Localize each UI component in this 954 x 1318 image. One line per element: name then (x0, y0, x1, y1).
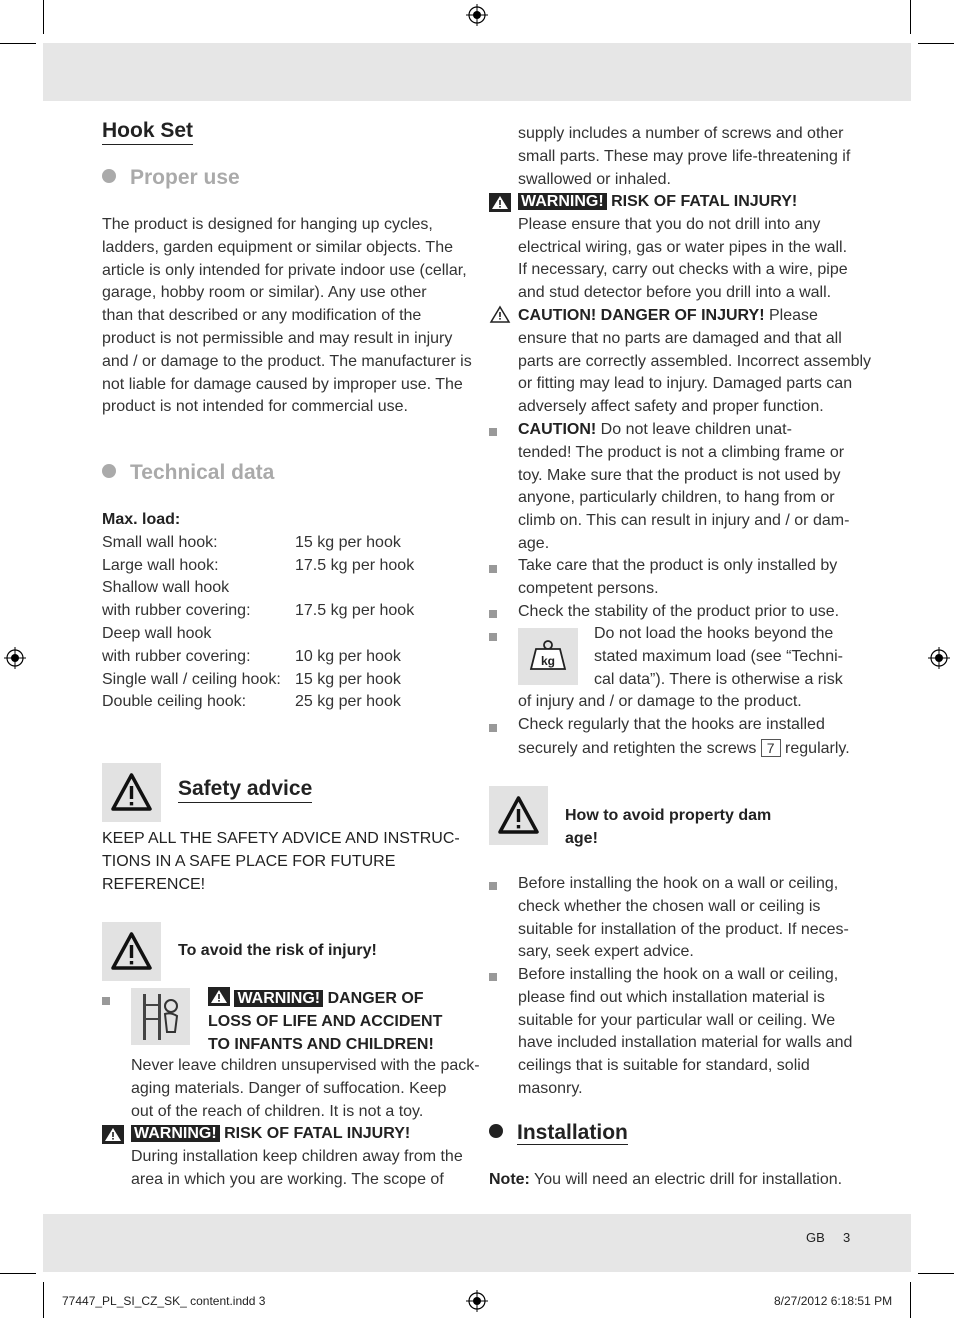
scope-continued-text: supply includes a number of screws and other small parts. These may prove life-threatening if swallowed or inhaled. (518, 125, 851, 188)
caution-triangle-icon (489, 305, 511, 324)
list-item-continued: of injury and / or damage to the product. (518, 693, 802, 710)
header-band (43, 43, 911, 101)
safety-advice-heading: Safety advice (178, 777, 312, 803)
bullet (102, 997, 110, 1005)
warning-fatal-injury: WARNING! RISK OF FATAL INJURY! During installation keep children away from the area in which you are working. The scope of (131, 1125, 463, 1188)
technical-data-heading: Technical data (102, 461, 274, 485)
file-info: 77447_PL_SI_CZ_SK_ content.indd 3 (62, 1294, 266, 1308)
bullet (489, 428, 497, 436)
crop-mark (910, 0, 911, 34)
registration-mark-icon (4, 647, 26, 669)
installation-heading: Installation (489, 1121, 628, 1145)
property-damage-heading: How to avoid property dam age! (565, 807, 772, 847)
table-row: Shallow wall hook (102, 579, 230, 597)
page-number: 3 (843, 1230, 851, 1245)
proper-use-text: The product is designed for hanging up cycles, ladders, garden equipment or similar objects. The article is only intended for private indoor use (cellar, garage, hobby room or similar). Any use other than that described or any modification of the product is not permissible and may result in injury and / or damage to the product. The manufacturer is not liable for damage caused by improper use. The product is not intended for commercial use. (102, 216, 472, 416)
warning-small-icon (102, 1125, 124, 1144)
list-item: Take care that the product is only installed by competent persons. (518, 557, 838, 597)
table-row: Small wall hook: 15 kg per hook (102, 533, 401, 551)
warning-small-icon (208, 987, 230, 1006)
warning-children-text: Never leave children unsupervised with the pack- aging materials. Danger of suffocation. Keep out of the reach of children. It is not a toy. (131, 1057, 480, 1120)
crop-mark (43, 0, 44, 34)
bullet (489, 973, 497, 981)
table-row: with rubber covering: 17.5 kg per hook (102, 602, 415, 620)
bullet (489, 724, 497, 732)
list-item: Before installing the hook on a wall or ceiling, please find out which installation material is suitable for your particular wall or ceiling. We have included installation material for walls and ceilings that is suitable for standard, solid masonry. (518, 966, 853, 1097)
weight-kg-icon (518, 628, 578, 685)
proper-use-heading: Proper use (102, 166, 240, 190)
part-number-box: 7 (761, 739, 781, 757)
warning-triangle-icon (102, 922, 161, 981)
crop-mark (918, 1273, 954, 1274)
table-row: Double ceiling hook: 25 kg per hook (102, 693, 401, 711)
table-row: Large wall hook: 17.5 kg per hook (102, 556, 415, 574)
warning-triangle-icon (489, 786, 548, 845)
technical-data-table (102, 509, 414, 714)
crop-mark (0, 43, 36, 44)
warning-drill: WARNING! RISK OF FATAL INJURY! Please ensure that you do not drill into any electrical wiring, gas or water pipes in the wall. If necessary, carry out checks with a wire, pipe and stud detector before you drill into a wall. (518, 193, 848, 302)
installation-note: Note: You will need an electric drill for installation. (489, 1171, 843, 1188)
caution-injury: CAUTION! DANGER OF INJURY! Please ensure that no parts are damaged and that all parts are correctly assembled. Incorrect assembly or fitting may lead to injury. Damaged parts can adversely affect safety and proper function. (518, 307, 872, 416)
table-row: Single wall / ceiling hook: 15 kg per hook (102, 670, 401, 688)
caution-children: CAUTION! Do not leave children unat- tended! The product is not a climbing frame or toy. Make sure that the product is not used by anyone, particularly children, to hang from or climb on. This can result in injury and / or dam- age. (518, 421, 850, 552)
print-date: 8/27/2012 6:18:51 PM (774, 1294, 893, 1308)
keep-advice-text: KEEP ALL THE SAFETY ADVICE AND INSTRUC- TIONS IN A SAFE PLACE FOR FUTURE REFERENCE! (102, 830, 460, 893)
list-item: Before installing the hook on a wall or ceiling, check whether the chosen wall or ceiling is suitable for installation of the product. If neces- sary, seek expert advice. (518, 875, 849, 961)
warning-small-icon (489, 193, 511, 212)
bullet (489, 610, 497, 618)
crop-mark (918, 43, 954, 44)
warning-triangle-icon (102, 763, 161, 822)
registration-mark-icon (928, 647, 950, 669)
registration-mark-icon (466, 1290, 488, 1312)
crop-mark (0, 1273, 36, 1274)
list-item: Check regularly that the hooks are installed securely and retighten the screws 7 regularly. (518, 716, 850, 757)
language-code: GB (806, 1230, 825, 1245)
crop-mark (43, 1282, 44, 1318)
footer-band (43, 1214, 911, 1272)
table-row: with rubber covering: 10 kg per hook (102, 647, 401, 665)
registration-mark-icon (466, 4, 488, 26)
list-item: Do not load the hooks beyond the stated maximum load (see “Techni- cal data”). There is otherwise a risk (594, 625, 843, 688)
bullet (489, 633, 497, 641)
bullet (489, 882, 497, 890)
max-load-label: Max. load: (102, 511, 181, 528)
svg-text:kg: kg (540, 654, 556, 668)
crop-mark (910, 1282, 911, 1318)
list-item: Check the stability of the product prior to use. (518, 603, 840, 620)
child-warning-icon (131, 988, 190, 1045)
bullet (489, 565, 497, 573)
warning-children: WARNING! DANGER OF LOSS OF LIFE AND ACCIDENT TO INFANTS AND CHILDREN! (208, 987, 442, 1056)
page-title: Hook Set (102, 119, 193, 145)
table-row: Deep wall hook (102, 624, 212, 642)
injury-heading: To avoid the risk of injury! (178, 942, 377, 959)
